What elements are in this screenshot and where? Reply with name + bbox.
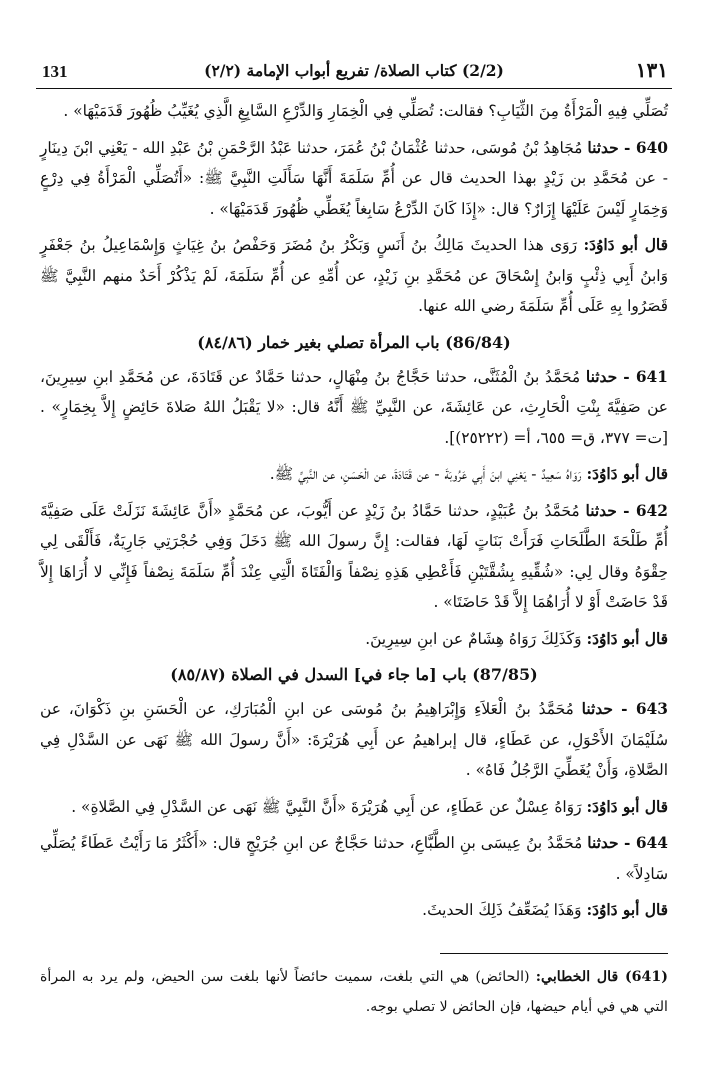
hadith-lead: 644 - حدثنا (587, 834, 668, 852)
paragraph-text: وَكَذَلِكَ رَوَاهُ هِشَامٌ عن ابنِ سِيرِينَ. (365, 629, 582, 648)
hadith-lead: 642 - حدثنا (585, 501, 668, 520)
comment-lead: قال أبو دَاوُدَ: (586, 797, 668, 816)
paragraph-text: تُصَلِّي فِيهِ الْمَرْأَةُ مِنَ الثِّيَابِ؟ فقالت: تُصَلِّي فِي الْخِمَارِ وَالدِّرْعِ السَّابِغِ الَّذِي يُغَيِّبُ ظُهُورَ قَدَمَيْهَا» . (63, 102, 668, 120)
page-body (40, 96, 668, 932)
footnote-lead: (641) قال الخطابي: (535, 969, 669, 985)
comment-lead: قال أبو دَاوُدَ: (586, 901, 668, 919)
footnote-text: (الحائض) هي التي بلغت، سميت حائضاً لأنها بلغت سن الحيض، ولم يرد به المرأة التي هي في أيام حيضها، فإن الحائض لا تصلي بوجه. (40, 969, 668, 1015)
paragraph-text: رَوَاهُ عِسْلٌ عن عَطَاءٍ، عن أَبِي هُرَيْرَةَ «أَنَّ النَّبِيَّ ﷺ نَهَى عن السَّدْلِ فِي الصَّلاةِ» . (71, 797, 582, 816)
paragraph-text: مُحَمَّدُ بنُ الْمُثَنَّى، حدثنا حَجَّاجُ بنُ مِنْهَالٍ، حدثنا حَمَّادٌ عن قَتَادَةَ، عن مُحَمَّدِ ابنِ سِيرِينَ، عن صَفِيَّةَ بِنْتِ الْحَارِثِ، عن عَائِشَةَ، عن النَّبِيِّ ﷺ أَنَّهُ قال: «لا يَقْبَلُ اللهُ صَلاةَ حَائِضٍ إِلاَّ بِخِمَارٍ» . [ت= ٣٧٧، ق= ٦٥٥، أ= (٢٥٢٢٢)]. (40, 367, 668, 447)
hadith-644 (40, 828, 668, 889)
hadith-641 (40, 362, 668, 454)
paragraph-text: رَوَى هذا الحديثَ مَالِكُ بنُ أَنَسٍ وَبَكْرُ بنُ مُضَرَ وَحَفْصُ بنُ غِيَاثٍ وَإِسْمَاعِيلُ بنُ جَعْفَرٍ وَابنُ أَبِي ذِئْبٍ وَابنُ إِسْحَاقَ عن مُحَمَّدِ بنِ زَيْدٍ، عن أُمِّهِ عن أُمِّ سَلَمَةَ، لَمْ يَذْكُرْ أَحَدٌ منهم النَّبِيَّ ﷺ قَصَرُوا بِهِ عَلَى أُمِّ سَلَمَةَ رضي الله عنها. (40, 236, 668, 315)
page-number-arabic: ١٣١ (635, 58, 668, 82)
comment-lead: قال أبو دَاوُدَ: (586, 465, 668, 483)
abu-dawud-comment (40, 459, 668, 490)
comment-lead: قال أبو دَاوُدَ: (583, 236, 668, 254)
abu-dawud-comment (40, 230, 668, 322)
paragraph-text: رَوَاهُ سَعِيدٌ - يَعْنِي ابنَ أَبِي عَرُوبَةَ - عن قَتَادَةَ، عن الْحَسَنِ، عن النَّبِيِّ ﷺ. (269, 465, 582, 483)
paragraph-text: مُحَمَّدُ بنُ عِيسَى بنِ الطَّبَّاعِ، حدثنا حَجَّاجٌ عن ابنِ جُرَيْجٍ قال: «أَكْثَرُ مَا رَأَيْتُ عَطَاءً يُصَلِّي سَادِلاً» . (40, 834, 668, 883)
footnote (40, 962, 668, 1022)
footnote-divider (440, 953, 668, 954)
paragraph-text: مُجَاهِدُ بْنُ مُوسَى، حدثنا عُثْمَانُ بْنُ عُمَرَ، حدثنا عَبْدُ الرَّحْمَنِ بْنُ عَبْدِ الله - يَعْنِي ابْنَ دِينَارٍ - عن مُحَمَّدِ بن زَيْدٍ بهذا الحديث قال عن أُمِّ سَلَمَةَ أَنَّهَا سَأَلَتِ النَّبِيَّ ﷺ: «أَتُصَلِّي الْمَرْأَةُ فِي دِرْعٍ وَخِمَارٍ لَيْسَ عَلَيْهَا إِزَارٌ؟ قال: «إِذَا كَانَ الدِّرْعُ سَابِغاً يُغَطِّي ظُهُورَ قَدَمَيْهَا» . (40, 138, 668, 218)
page-number-latin: 131 (42, 62, 68, 81)
chapter-title-87: (87/85) باب [ما جاء في] السدل في الصلاة (٨٥/٨٧) (170, 665, 538, 684)
paragraph-text: مُحَمَّدُ بنُ عُبَيْدٍ، حدثنا حَمَّادُ بنُ زَيْدٍ عن أَيُّوبَ، عن مُحَمَّدٍ «أَنَّ عَائِشَةَ نَزَلَتْ عَلَى صَفِيَّةَ أُمِّ طَلْحَةَ الطَّلَحَاتِ فَرَأَتْ بَنَاتٍ لَهَا، فقالت: إِنَّ رسولَ الله ﷺ دَخَلَ وَفِي حُجْرَتِي جَارِيَةٌ، فَأَلْقَى لِي حِقْوَهُ وقال لِي: «شُقِّيهِ بِشُقَّتَيْنِ فَأَعْطِي هَذِهِ نِصْفاً وَالْفَتَاةَ الَّتِي عِنْدَ أُمِّ سَلَمَةَ نِصْفاً فَإِنِّي لا أُرَاهَا إِلاَّ قَدْ حَاضَتْ أَوْ لا أُرَاهُمَا إِلاَّ قَدْ حَاضَتَا» . (40, 501, 668, 611)
paragraph-text: مُحَمَّدُ بنُ الْعَلاَءِ وَإِبْرَاهِيمُ بنُ مُوسَى عن ابنِ الْمُبَارَكِ، عن الْحَسَنِ بنِ ذَكْوَانَ، عن سُلَيْمَانَ الأَحْوَلِ، عن عَطَاءٍ، قال إبراهيمُ عن أَبِي هُرَيْرَةَ: «أَنَّ رسولَ الله ﷺ نَهَى عن السَّدْلِ فِي الصَّلاةِ، وَأَنْ يُغَطِّيَ الرَّجُلُ فَاهُ» . (40, 700, 668, 779)
page-header (36, 58, 672, 89)
paragraph-text: وَهَذَا يُضَعِّفُ ذَلِكَ الحديثَ. (422, 901, 582, 919)
abu-dawud-comment (40, 895, 668, 926)
hadith-642 (40, 496, 668, 618)
hadith-640 (40, 133, 668, 225)
chapter-title-86: (86/84) باب المرأة تصلي بغير خمار (٨٤/٨٦) (197, 332, 511, 352)
hadith-lead: 641 - حدثنا (585, 367, 668, 386)
abu-dawud-comment (40, 624, 668, 655)
hadith-643 (40, 694, 668, 786)
hadith-lead: 640 - حدثنا (587, 138, 668, 157)
running-title: (2/2) كتاب الصلاة/ تفريع أبواب الإمامة (٢/٢) (204, 61, 504, 80)
hadith-lead: 643 - حدثنا (581, 700, 668, 718)
abu-dawud-comment (40, 792, 668, 823)
paragraph (40, 96, 668, 127)
comment-lead: قال أبو دَاوُدَ: (586, 629, 668, 648)
